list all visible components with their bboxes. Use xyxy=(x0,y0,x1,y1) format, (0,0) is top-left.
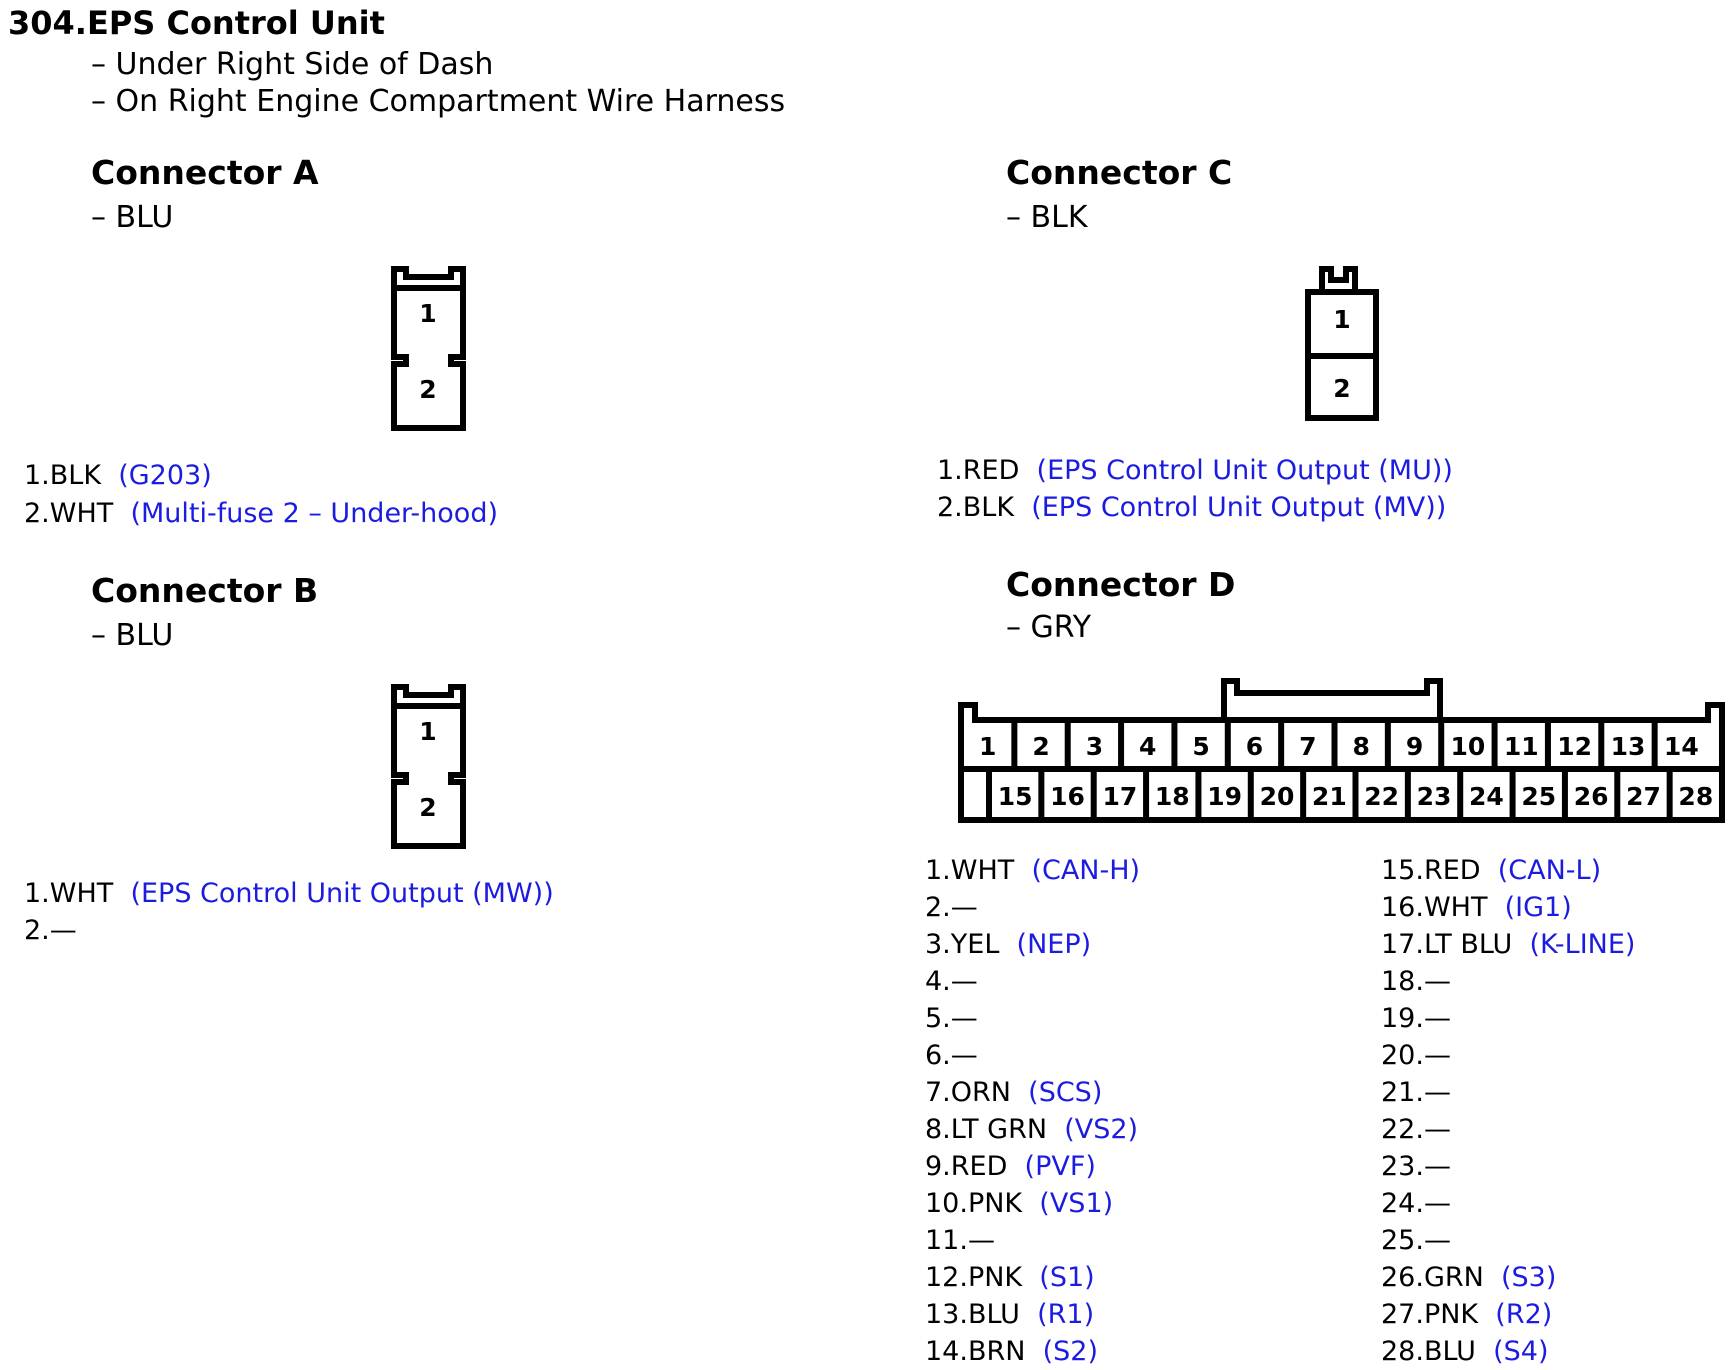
connector-b-diagram xyxy=(380,676,470,851)
connector-c-color: – BLK xyxy=(1006,200,1088,235)
connector-d-cavity-19: 19 xyxy=(1207,782,1243,811)
connector-d-pin-left-0: 1.WHT (CAN-H) xyxy=(925,855,1141,886)
connector-d-cavity-1: 1 xyxy=(978,732,997,761)
connector-d-pin-left-13: 14.BRN (S2) xyxy=(925,1336,1098,1367)
connector-d-pin-left-8: 9.RED (PVF) xyxy=(925,1151,1096,1182)
connector-c-pin-1: 1.RED (EPS Control Unit Output (MU)) xyxy=(937,455,1453,486)
connector-b-pin-1: 1.WHT (EPS Control Unit Output (MW)) xyxy=(24,878,554,909)
connector-d-cavity-16: 16 xyxy=(1050,782,1085,811)
connector-d-pin-right-4: 19.— xyxy=(1381,1003,1451,1034)
connector-c-pin-2: 2.BLK (EPS Control Unit Output (MV)) xyxy=(937,492,1447,523)
connector-b-cavity-1: 1 xyxy=(419,717,437,746)
connector-d-cavity-27: 27 xyxy=(1626,782,1661,811)
page-title: 304.EPS Control Unit xyxy=(8,4,385,42)
connector-c-cavity-1: 1 xyxy=(1333,305,1351,334)
connector-d-cavity-5: 5 xyxy=(1192,732,1210,761)
connector-d-pin-left-2: 3.YEL (NEP) xyxy=(925,929,1092,960)
connector-d-pin-left-11: 12.PNK (S1) xyxy=(925,1262,1095,1293)
connector-d-cavity-14: 14 xyxy=(1663,732,1699,761)
connector-d-cavity-6: 6 xyxy=(1245,732,1264,761)
connector-d-cavity-18: 18 xyxy=(1154,782,1190,811)
connector-b-color: – BLU xyxy=(91,618,174,653)
connector-d-pin-left-4: 5.— xyxy=(925,1003,978,1034)
connector-a-cavity-1: 1 xyxy=(419,299,437,328)
connector-d-pins-right xyxy=(1381,852,1635,1370)
connector-d-color: – GRY xyxy=(1006,610,1092,645)
location-line-2: – On Right Engine Compartment Wire Harness xyxy=(91,84,786,119)
connector-b-outline xyxy=(394,687,463,846)
connector-d-pin-left-5: 6.— xyxy=(925,1040,978,1071)
connector-d-cavity-4: 4 xyxy=(1139,732,1157,761)
connector-b-title: Connector B xyxy=(91,571,319,610)
connector-d-cavity-10: 10 xyxy=(1450,732,1486,761)
connector-d-cavity-25: 25 xyxy=(1521,782,1557,811)
connector-d-pins-left xyxy=(925,852,1140,1370)
connector-d-cavity-7: 7 xyxy=(1299,732,1317,761)
connector-c-cavity-2: 2 xyxy=(1333,374,1351,403)
connector-d-cavity-23: 23 xyxy=(1416,782,1452,811)
connector-d-pin-right-1: 16.WHT (IG1) xyxy=(1381,892,1572,923)
connector-d-pin-right-0: 15.RED (CAN-L) xyxy=(1381,855,1602,886)
connector-d-pin-left-1: 2.— xyxy=(925,892,978,923)
connector-d-pin-right-9: 24.— xyxy=(1381,1188,1451,1219)
connector-d-cavity-21: 21 xyxy=(1311,782,1347,811)
connector-d-pin-right-2: 17.LT BLU (K-LINE) xyxy=(1381,929,1636,960)
connector-d-cavity-11: 11 xyxy=(1503,732,1539,761)
connector-d-cavity-28: 28 xyxy=(1678,782,1714,811)
connector-d-pin-right-3: 18.— xyxy=(1381,966,1451,997)
connector-d-pin-right-10: 25.— xyxy=(1381,1225,1451,1256)
connector-d-pin-right-11: 26.GRN (S3) xyxy=(1381,1262,1557,1293)
connector-d-title: Connector D xyxy=(1006,565,1236,604)
connector-a-diagram xyxy=(380,258,470,433)
connector-d-pin-right-8: 23.— xyxy=(1381,1151,1451,1182)
connector-c-latch xyxy=(1322,269,1355,292)
connector-d-cavity-3: 3 xyxy=(1085,732,1104,761)
connector-d-cavity-15: 15 xyxy=(997,782,1033,811)
connector-a-pin-2: 2.WHT (Multi-fuse 2 – Under-hood) xyxy=(24,498,498,529)
connector-b-pin-2: 2.— xyxy=(24,915,77,946)
connector-d-pin-left-7: 8.LT GRN (VS2) xyxy=(925,1114,1139,1145)
connector-d-pin-left-10: 11.— xyxy=(925,1225,995,1256)
connector-d-cavity-17: 17 xyxy=(1102,782,1138,811)
connector-d-pin-right-6: 21.— xyxy=(1381,1077,1451,1108)
connector-d-cavity-8: 8 xyxy=(1352,732,1370,761)
connector-d-pin-left-6: 7.ORN (SCS) xyxy=(925,1077,1103,1108)
connector-a-outline xyxy=(394,269,463,428)
connector-a-color: – BLU xyxy=(91,200,174,235)
connector-a-title: Connector A xyxy=(91,153,319,192)
connector-d-pin-left-3: 4.— xyxy=(925,966,978,997)
connector-d-cavity-24: 24 xyxy=(1468,782,1504,811)
connector-d-cavity-26: 26 xyxy=(1573,782,1609,811)
connector-d-pin-left-9: 10.PNK (VS1) xyxy=(925,1188,1114,1219)
connector-d-cavity-12: 12 xyxy=(1557,732,1593,761)
connector-d-cavity-9: 9 xyxy=(1405,732,1424,761)
connector-a-cavity-2: 2 xyxy=(419,375,437,404)
connector-c-diagram xyxy=(1300,262,1390,427)
connector-d-diagram xyxy=(956,672,1731,832)
connector-d-pin-right-12: 27.PNK (R2) xyxy=(1381,1299,1553,1330)
connector-d-latch xyxy=(1224,681,1440,720)
connector-b-cavity-2: 2 xyxy=(419,793,437,822)
connector-d-pin-right-7: 22.— xyxy=(1381,1114,1451,1145)
connector-c-title: Connector C xyxy=(1006,153,1233,192)
location-line-1: – Under Right Side of Dash xyxy=(91,47,494,82)
connector-d-cavity-13: 13 xyxy=(1610,732,1646,761)
connector-d-pin-left-12: 13.BLU (R1) xyxy=(925,1299,1095,1330)
connector-d-pin-right-13: 28.BLU (S4) xyxy=(1381,1336,1549,1367)
connector-d-cavity-2: 2 xyxy=(1032,732,1050,761)
connector-a-pin-1: 1.BLK (G203) xyxy=(24,460,212,491)
connector-d-pin-right-5: 20.— xyxy=(1381,1040,1451,1071)
connector-d-cavity-20: 20 xyxy=(1259,782,1295,811)
connector-d-cavity-22: 22 xyxy=(1364,782,1400,811)
